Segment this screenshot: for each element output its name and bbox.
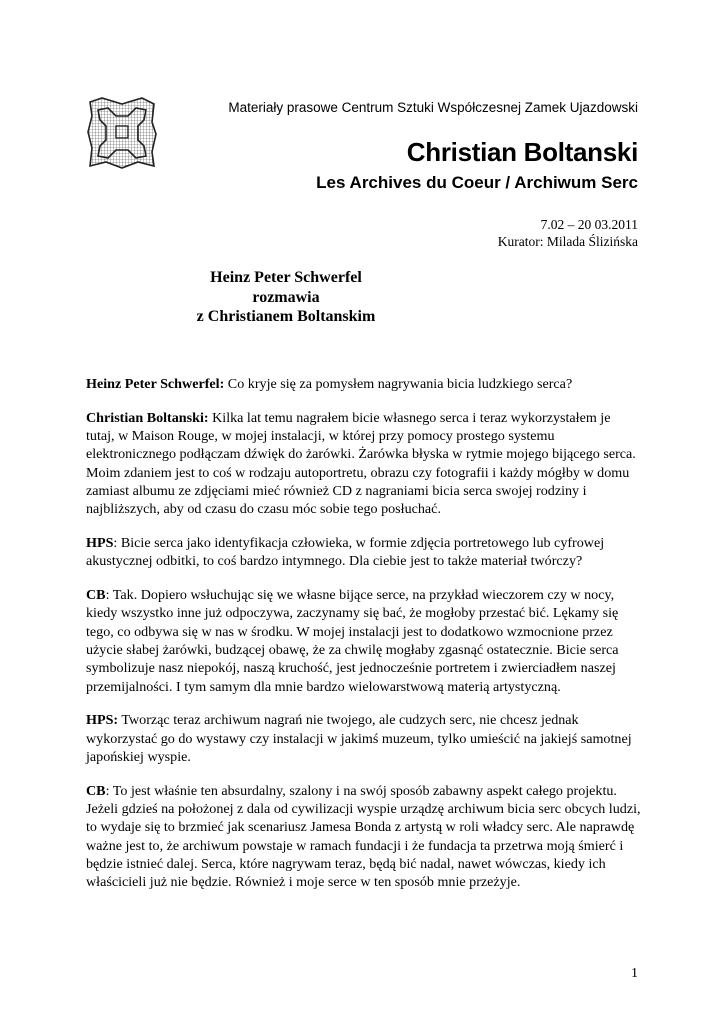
paragraph xyxy=(86,782,642,892)
paragraph-text: Co kryje się za pomysłem nagrywania bicia ludzkiego serca? xyxy=(224,376,573,392)
paragraph-text: : Bicie serca jako identyfikacja człowieka, w formie zdjęcia portretowego lub cyfrowej akustycznej odbitki, to coś bardzo intymnego. Dla ciebie jest to także materiał twórczy? xyxy=(86,535,605,570)
paragraph xyxy=(86,711,642,766)
page-number: 1 xyxy=(631,966,638,981)
grid-logo-icon xyxy=(86,96,158,170)
speaker-label: CB xyxy=(86,587,106,604)
speaker-label: Christian Boltanski: xyxy=(86,409,209,426)
interview-verb: rozmawia xyxy=(252,288,320,306)
artist-name: Christian Boltanski xyxy=(406,137,638,167)
paragraph xyxy=(86,534,642,571)
paragraph-text: : Tak. Dopiero wsłuchując się we własne bijące serce, na przykład wieczorem czy w nocy, kiedy wszystko inne już odpoczywa, zaczynamy się bać, że mogłoby przestać bić. Lękamy się tego, co odbywa się w nas w środku. W mojej instalacji jest to dodatkowo wzmocnione przez użycie słabej żarówki, budzącej obawę, że za chwilę mogłaby zgasnąć ostatecznie. Bicie serca symbolizuje nasz niepokój, naszą kruchość, jest jednocześnie portretem i zwierciadłem naszej przemijalności. I tym samym dla mnie bardzo wielowarstwową materią artystyczną. xyxy=(86,587,619,695)
exhibition-info xyxy=(498,216,638,250)
paragraph-text: Tworząc teraz archiwum nagrań nie twojego, ale cudzych serc, nie chcesz jednak wykorzystać go do wystawy czy instalacji w jakimś muzeum, tylko umieścić na jakiejś samotnej japońskiej wyspie. xyxy=(86,712,632,766)
press-materials-line: Materiały prasowe Centrum Sztuki Współczesnej Zamek Ujazdowski xyxy=(228,100,638,115)
speaker-label: HPS: xyxy=(86,712,119,729)
paragraph xyxy=(86,409,642,519)
speaker-label: HPS xyxy=(86,535,114,552)
institution-logo xyxy=(86,96,158,170)
speaker-label: Heinz Peter Schwerfel: xyxy=(86,376,225,392)
paragraph-text: Kilka lat temu nagrałem bicie własnego serca i teraz wykorzystałem je tutaj, w Maison Rouge, w mojej instalacji, w której przy pomocy prostego systemu elektronicznego podłączam dźwięk do żarówki. Żarówka błyska w rytmie mojego bijącego serca. Moim zdaniem jest to coś w rodzaju autoportretu, obrazu czy fotografii i każdy mógłby w domu zamiast albumu ze zdjęciami mieć również CD z nagraniami bicia serca swojej rodziny i najbliższych, aby od czasu do czasu móc sobie tego posłuchać. xyxy=(86,409,636,518)
interviewee-name: z Christianem Boltanskim xyxy=(196,308,376,325)
interview-body xyxy=(86,375,642,907)
paragraph-text: : To jest właśnie ten absurdalny, szalony i na swój sposób zabawny aspekt całego projektu. Jeżeli gdzieś na położonej z dala od cywilizacji wyspie urządzę archiwum bicia serc obcych ludzi, to wydaje się to brzmieć jak scenariusz Jamesa Bonda z artystą w roli władcy serc. Ale naprawdę ważne jest to, że archiwum powstaje w ramach fundacji i że fundacja ta przetrwa moją śmierć i będzie istnieć dalej. Serca, które nagrywam teraz, będą bić nadal, nawet wówczas, kiedy ich właścicieli już nie będzie. Również i moje serce w ten sposób mnie przeżyje. xyxy=(86,782,641,891)
exhibition-dates: 7.02 – 20 03.2011 xyxy=(540,217,638,232)
speaker-label: CB xyxy=(86,782,106,799)
interviewer-name: Heinz Peter Schwerfel xyxy=(210,269,362,286)
paragraph xyxy=(86,586,642,696)
curator-line: Kurator: Milada Ślizińska xyxy=(497,234,638,249)
paragraph xyxy=(86,375,642,393)
exhibition-title: Les Archives du Coeur / Archiwum Serc xyxy=(316,173,638,192)
interview-title xyxy=(86,268,486,327)
